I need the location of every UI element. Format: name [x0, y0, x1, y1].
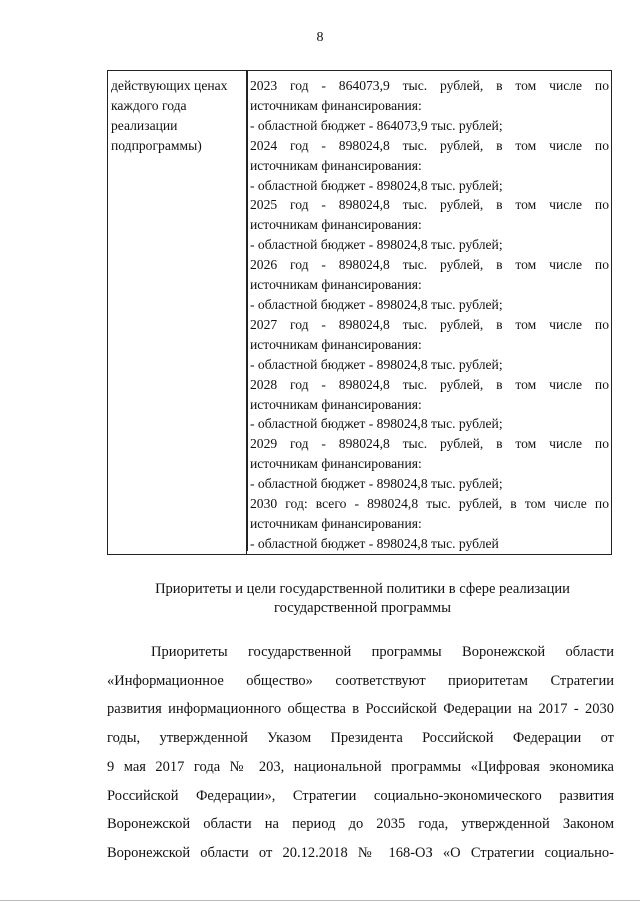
funding-line: - областной бюджет - 898024,8 тыс. рублей; [250, 237, 503, 253]
label-line: каждого года [111, 97, 187, 113]
funding-line: источникам финансирования: [250, 277, 422, 293]
table-row [108, 71, 612, 555]
label-line: подпрограммы) [111, 137, 202, 153]
funding-line: источникам финансирования: [250, 217, 422, 233]
funding-line: - областной бюджет - 898024,8 тыс. рублей; [250, 296, 503, 312]
funding-line: источникам финансирования: [250, 456, 422, 472]
funding-line: 2025 год - 898024,8 тыс. рублей, в том числе по [250, 197, 609, 213]
paragraph-line: Российской Федерации», Стратегии социально-экономического развития [107, 787, 614, 804]
funding-line: - областной бюджет - 898024,8 тыс. рублей; [250, 476, 503, 492]
funding-line: 2026 год - 898024,8 тыс. рублей, в том числе по [250, 257, 609, 273]
paragraph-line: Воронежской области на период до 2035 года, утвержденной Законом [107, 816, 614, 833]
heading-line: государственной программы [274, 600, 451, 616]
page-number: 8 [316, 30, 324, 45]
paragraph-line: годы, утвержденной Указом Президента Российской Федерации от [107, 730, 614, 747]
label-line: реализации [111, 117, 178, 133]
funding-line: - областной бюджет - 898024,8 тыс. рублей; [250, 356, 503, 372]
label-line: действующих ценах [111, 78, 228, 93]
body-paragraph [107, 638, 614, 868]
funding-line: 2023 год - 864073,9 тыс. рублей, в том числе по [250, 78, 609, 93]
section-heading [130, 580, 595, 618]
funding-lines [247, 71, 611, 554]
table-content-cell [247, 71, 612, 555]
paragraph-line: Приоритеты государственной программы Воронежской области [151, 644, 614, 660]
funding-line: - областной бюджет - 898024,8 тыс. рублей; [250, 177, 503, 193]
funding-line: 2029 год - 898024,8 тыс. рублей, в том числе по [250, 436, 609, 452]
funding-line: 2030 год: всего - 898024,8 тыс. рублей, в том числе по [250, 496, 609, 512]
funding-line: источникам финансирования: [250, 336, 422, 352]
table-label-cell [108, 71, 247, 555]
funding-line: источникам финансирования: [250, 515, 422, 531]
page-bottom-edge [0, 900, 640, 901]
funding-line: 2024 год - 898024,8 тыс. рублей, в том числе по [250, 137, 609, 153]
funding-line: - областной бюджет - 898024,8 тыс. рублей; [250, 416, 503, 432]
funding-line: 2027 год - 898024,8 тыс. рублей, в том числе по [250, 316, 609, 332]
paragraph-line: развития информационного общества в Российской Федерации на 2017 - 2030 [107, 701, 614, 718]
heading-line: Приоритеты и цели государственной политики в сфере реализации [155, 581, 570, 597]
table-divider [247, 70, 248, 551]
paragraph-line: «Информационное общество» соответствуют приоритетам Стратегии [107, 672, 614, 689]
funding-line: источникам финансирования: [250, 97, 422, 113]
funding-line: источникам финансирования: [250, 396, 422, 412]
funding-line: источникам финансирования: [250, 157, 422, 173]
funding-table [107, 70, 612, 555]
funding-line: 2028 год - 898024,8 тыс. рублей, в том числе по [250, 376, 609, 392]
paragraph-line: 9 мая 2017 года № 203, национальной программы «Цифровая экономика [107, 758, 614, 775]
paragraph-line: Воронежской области от 20.12.2018 № 168-ОЗ «О Стратегии социально- [107, 844, 614, 861]
funding-line: - областной бюджет - 864073,9 тыс. рублей; [250, 117, 503, 133]
funding-line: - областной бюджет - 898024,8 тыс. рублей [250, 535, 499, 551]
